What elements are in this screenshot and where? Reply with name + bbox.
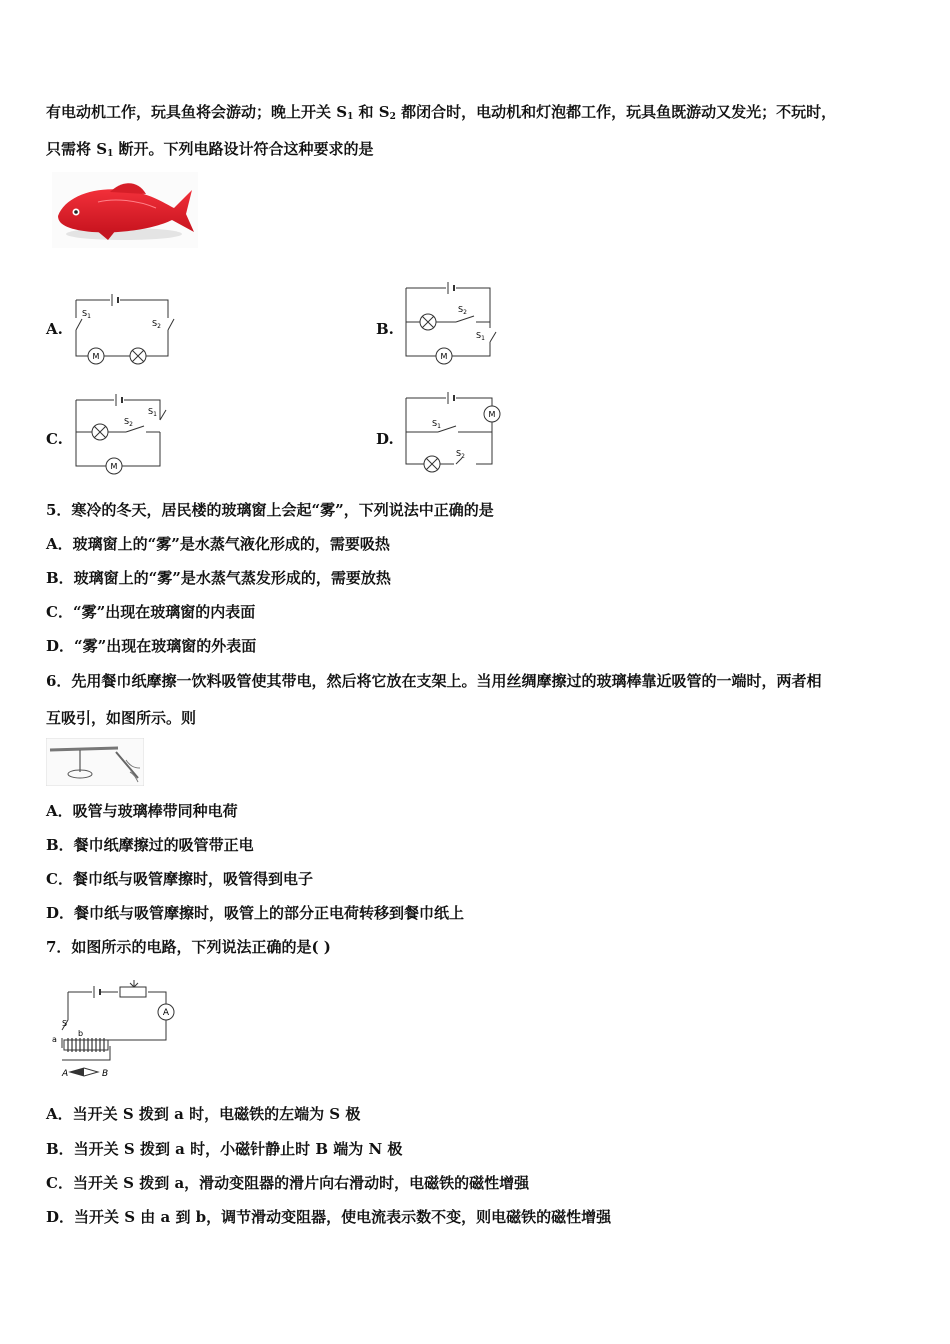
lamp-symbol [130, 348, 146, 364]
q4-option-c-letter[interactable]: C. [46, 430, 63, 448]
compass-needle [70, 1068, 98, 1076]
q4-option-b-letter[interactable]: B. [376, 320, 394, 338]
label-s1: $S_1$ [148, 407, 157, 418]
switch-s1-blade [160, 410, 166, 420]
lamp-symbol [92, 424, 108, 440]
label-A: A [62, 1069, 69, 1079]
motor-symbol [436, 348, 452, 364]
battery-symbol [112, 294, 118, 306]
label-s2: $S_2$ [124, 417, 133, 428]
circuit-d-wires [406, 398, 492, 464]
q7-option-d[interactable]: D．当开关 S 由 a 到 b，调节滑动变阻器，使电流表示数不变，则电磁铁的磁性增强 [46, 1208, 612, 1226]
q6-option-d[interactable]: D．餐巾纸与吸管摩擦时，吸管上的部分正电荷转移到餐巾纸上 [46, 904, 465, 922]
label-s: S [62, 1019, 68, 1028]
circuit-b[interactable] [402, 280, 502, 374]
motor-symbol [484, 406, 500, 422]
svg-text:A: A [162, 1008, 170, 1018]
q4-stem-line2: 只需将 $S_1$ 断开。下列电路设计符合这种要求的是 [46, 140, 374, 159]
label-s1: $S_1$ [476, 331, 485, 342]
q6-option-c[interactable]: C．餐巾纸与吸管摩擦时，吸管得到电子 [46, 870, 313, 888]
q6-stem-line2: 互吸引，如图所示。则 [46, 709, 197, 727]
circuit-d[interactable] [402, 390, 506, 480]
q5-option-a[interactable]: A．玻璃窗上的“雾”是水蒸气液化形成的，需要吸热 [46, 535, 390, 553]
lamp-symbol [420, 314, 436, 330]
label-B: B [102, 1069, 109, 1079]
svg-text:M: M [440, 352, 448, 361]
lamp-symbol [424, 456, 440, 472]
q7-option-c[interactable]: C．当开关 S 拨到 a，滑动变阻器的滑片向右滑动时，电磁铁的磁性增强 [46, 1174, 530, 1192]
label-a: a [52, 1035, 57, 1044]
rheostat-slider [130, 980, 138, 987]
circuit-c[interactable] [72, 392, 172, 482]
electromagnet-circuit [48, 972, 184, 1084]
circuit-a[interactable] [72, 288, 176, 372]
q6-option-a[interactable]: A．吸管与玻璃棒带同种电荷 [46, 802, 238, 820]
svg-text:M: M [92, 352, 100, 361]
coil [64, 1038, 108, 1052]
q5-option-d[interactable]: D．“雾”出现在玻璃窗的外表面 [46, 637, 257, 655]
label-s1: $S_1$ [432, 419, 441, 430]
battery-symbol [116, 394, 122, 406]
switch-s1-blade [76, 319, 82, 330]
label-s2: $S_2$ [152, 319, 161, 330]
q5-option-b[interactable]: B．玻璃窗上的“雾”是水蒸气蒸发形成的，需要放热 [46, 569, 391, 587]
q7-option-b[interactable]: B．当开关 S 拨到 a 时，小磁针静止时 B 端为 N 极 [46, 1140, 403, 1158]
svg-text:M: M [488, 410, 496, 419]
q6-stem-line1: 6．先用餐巾纸摩擦一饮料吸管使其带电，然后将它放在支架上。当用丝绸摩擦过的玻璃棒靠近吸管的一端时，两者相 [46, 672, 822, 690]
switch-s2-blade [168, 319, 174, 330]
motor-symbol [106, 458, 122, 474]
q5-stem: 5．寒冷的冬天，居民楼的玻璃窗上会起“雾”，下列说法中正确的是 [46, 501, 494, 519]
q6-option-b[interactable]: B．餐巾纸摩擦过的吸管带正电 [46, 836, 254, 854]
label-b: b [78, 1029, 84, 1038]
q7-option-a[interactable]: A．当开关 S 拨到 a 时，电磁铁的左端为 S 极 [46, 1105, 361, 1123]
label-s2: $S_2$ [456, 449, 465, 460]
battery-symbol [94, 986, 100, 998]
battery-symbol [448, 282, 454, 294]
ammeter [158, 1004, 174, 1020]
q4-stem-line1: 有电动机工作，玩具鱼将会游动；晚上开关 $S_1$ 和 $S_2$ 都闭合时，电动机和灯泡都工作，玩具鱼既游动又发光；不玩时， [46, 103, 837, 122]
q7-stem: 7．如图所示的电路，下列说法正确的是( ) [46, 938, 331, 956]
svg-text:M: M [110, 462, 118, 471]
toy-fish-image [52, 172, 198, 248]
q5-option-c[interactable]: C．“雾”出现在玻璃窗的内表面 [46, 603, 256, 621]
straw [50, 748, 118, 750]
label-s2: $S_2$ [458, 305, 467, 316]
straw-glass-rod-figure [46, 738, 144, 790]
motor-symbol [88, 348, 104, 364]
q4-option-d-letter[interactable]: D. [376, 430, 394, 448]
q4-option-a-letter[interactable]: A. [46, 320, 63, 338]
switch-s1-blade [490, 332, 496, 342]
rheostat [120, 987, 146, 997]
battery-symbol [448, 392, 454, 404]
label-s1: $S_1$ [82, 309, 91, 320]
